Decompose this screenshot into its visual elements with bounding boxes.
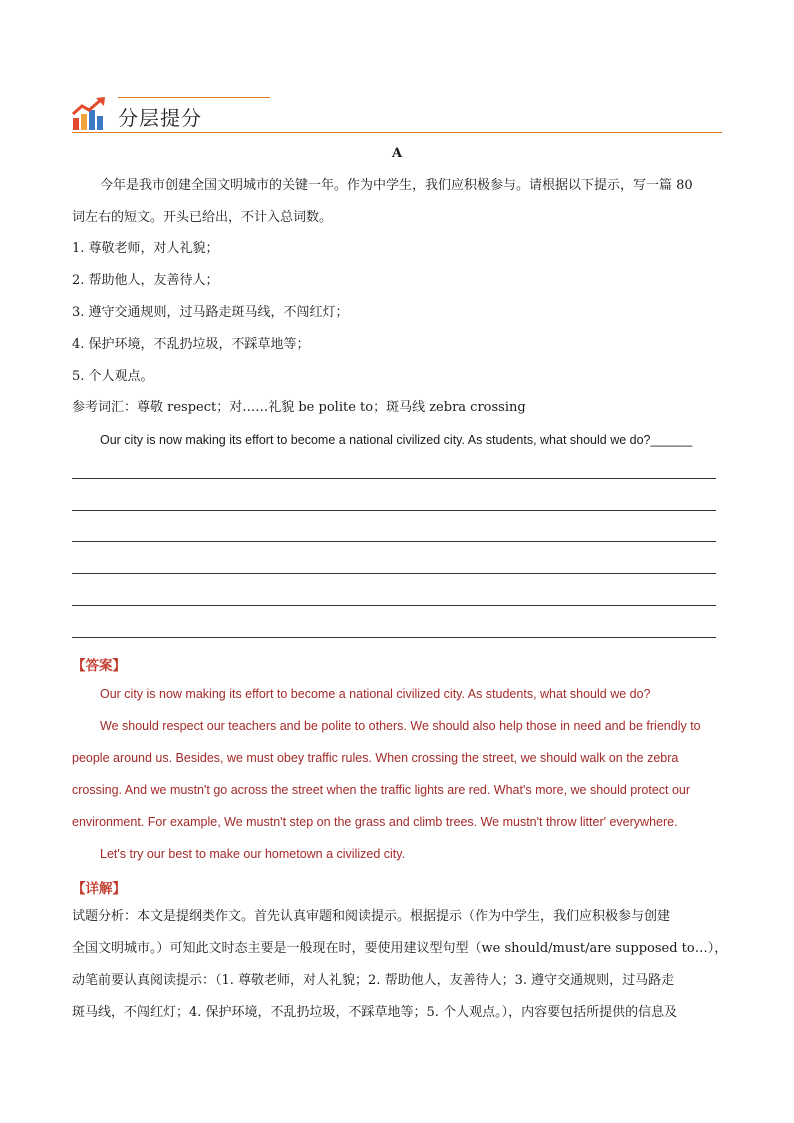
prompt-line-1: 今年是我市创建全国文明城市的关键一年。作为中学生，我们应积极参与。请根据以下提示，写一篇 80: [100, 178, 693, 193]
answer-line: crossing. And we mustn't go across the street when the traffic lights are red. What's more, we should protect our: [72, 783, 691, 797]
answer-line: We should respect our teachers and be polite to others. We should also help those in need and be friendly to: [100, 719, 701, 733]
hint-item-1: 1. 尊敬老师，对人礼貌；: [72, 241, 219, 256]
answer-line: people around us. Besides, we must obey traffic rules. When crossing the street, we should walk on the zebra: [72, 751, 679, 765]
detail-line: 动笔前要认真阅读提示：（1. 尊敬老师，对人礼貌；2. 帮助他人，友善待人；3. 遵守交通规则，过马路走: [72, 973, 675, 988]
writing-line: [72, 605, 716, 606]
writing-line: [72, 541, 716, 542]
essay-opening: Our city is now making its effort to become a national civilized city. As students, what should we do?______: [100, 433, 693, 447]
detail-line: 全国文明城市。）可知此文时态主要是一般现在时，要使用建议型句型（we should/must/are supposed to…），: [72, 941, 728, 956]
writing-line: [72, 478, 716, 479]
writing-line: [72, 510, 716, 511]
writing-line: [72, 637, 716, 638]
bar-chart-growth-icon: [72, 96, 108, 132]
prompt-line-2: 词左右的短文。开头已给出，不计入总词数。: [72, 210, 333, 225]
header-accent-line: [118, 97, 270, 98]
section-header: [72, 94, 722, 136]
writing-line: [72, 573, 716, 574]
hint-item-4: 4. 保护环境，不乱扔垃圾，不踩草地等；: [72, 337, 310, 352]
answer-label: 【答案】: [72, 658, 126, 674]
answer-line: Let's try our best to make our hometown a civilized city.: [100, 847, 406, 861]
page-title: 分层提分: [118, 106, 202, 130]
detail-label: 【详解】: [72, 881, 126, 897]
detail-line: 斑马线，不闯红灯；4. 保护环境，不乱扔垃圾，不踩草地等；5. 个人观点。），内容要包括所提供的信息及: [72, 1005, 678, 1020]
vocab-reference: 参考词汇：尊敬 respect；对……礼貌 be polite to；斑马线 zebra crossing: [72, 400, 526, 415]
hint-item-2: 2. 帮助他人，友善待人；: [72, 273, 219, 288]
detail-line: 试题分析：本文是提纲类作文。首先认真审题和阅读提示。根据提示（作为中学生，我们应积极参与创建: [72, 909, 671, 924]
section-letter: A: [391, 146, 403, 161]
answer-line: Our city is now making its effort to become a national civilized city. As students, what should we do?: [100, 687, 651, 701]
hint-item-5: 5. 个人观点。: [72, 369, 154, 384]
hint-item-3: 3. 遵守交通规则，过马路走斑马线，不闯红灯；: [72, 305, 349, 320]
header-divider: [72, 132, 722, 133]
answer-line: environment. For example, We mustn't step on the grass and climb trees. We mustn't throw litter' everywhere.: [72, 815, 678, 829]
